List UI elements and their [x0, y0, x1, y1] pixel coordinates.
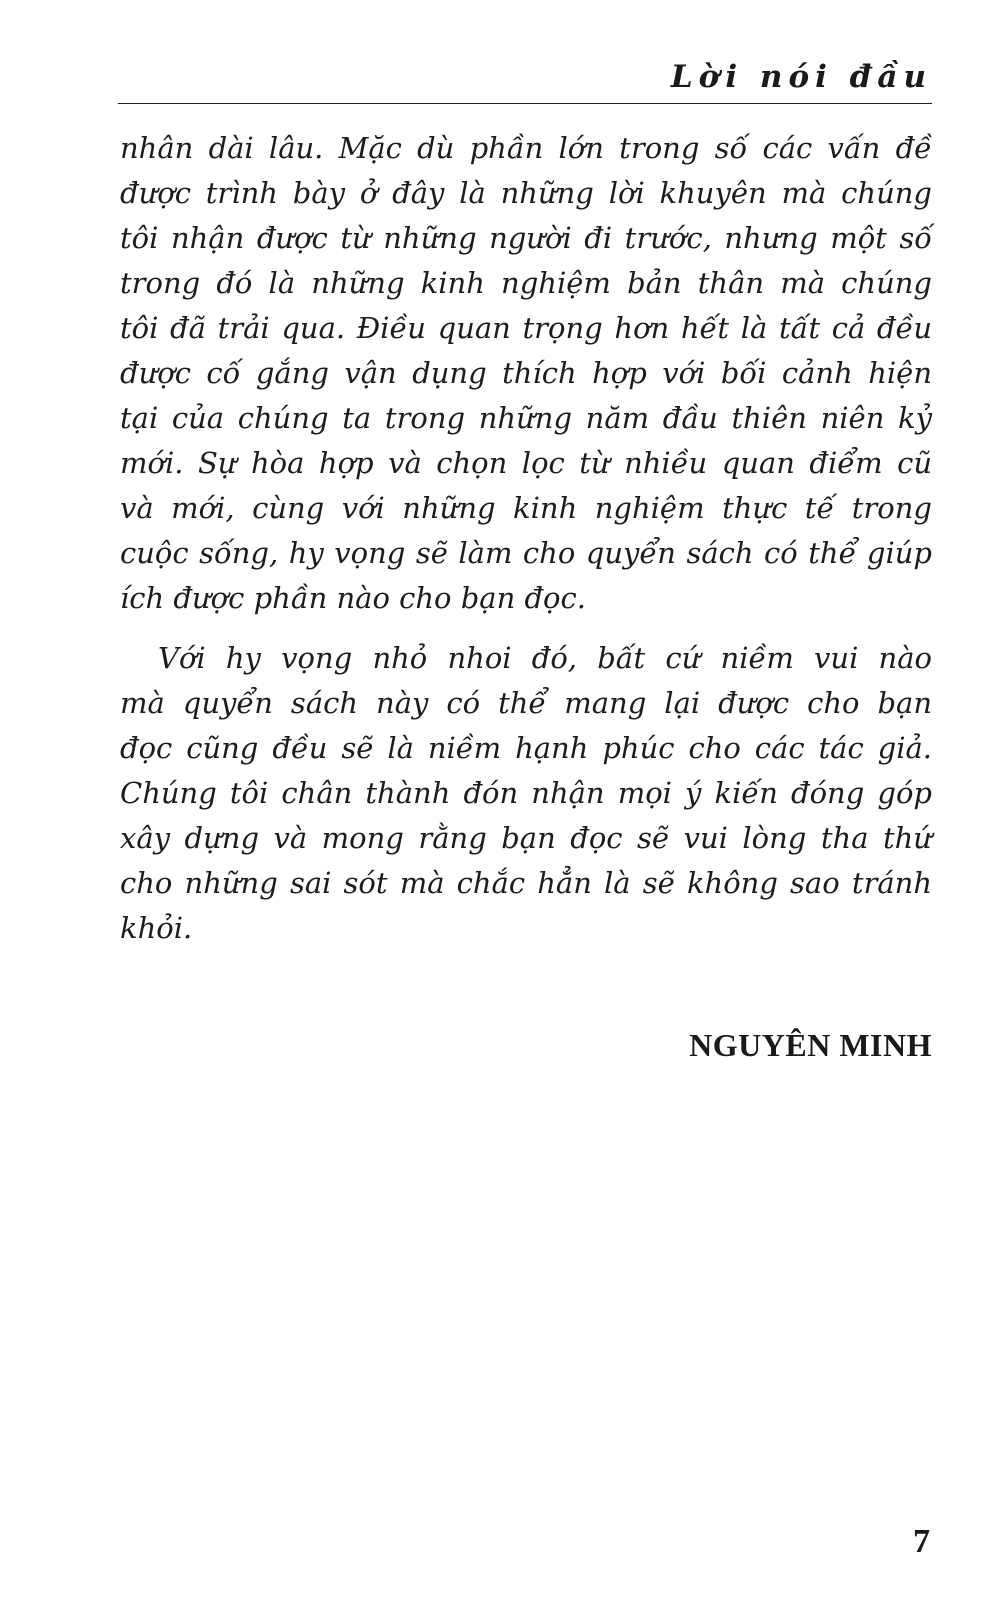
- running-header-title: Lời nói đầu: [670, 59, 932, 95]
- paragraph-spacer: [120, 621, 932, 636]
- text-line: và mới, cùng với những kinh nghiệm thực tế trong: [120, 491, 932, 525]
- text-line: đọc cũng đều sẽ là niềm hạnh phúc cho các tác giả.: [120, 731, 932, 765]
- paragraph-1: [120, 126, 932, 621]
- text-line: ích được phần nào cho bạn đọc.: [120, 581, 586, 615]
- page-number: 7: [913, 1523, 930, 1560]
- text-line: mà quyển sách này có thể mang lại được cho bạn: [120, 686, 932, 720]
- text-line: mới. Sự hòa hợp và chọn lọc từ nhiều quan điểm cũ: [120, 446, 932, 480]
- text-line: cuộc sống, hy vọng sẽ làm cho quyển sách có thể giúp: [120, 536, 932, 570]
- text-line: được trình bày ở đây là những lời khuyên mà chúng: [120, 176, 932, 210]
- text-line: Chúng tôi chân thành đón nhận mọi ý kiến đóng góp: [120, 776, 932, 810]
- text-line: Với hy vọng nhỏ nhoi đó, bất cứ niềm vui nào: [158, 641, 932, 675]
- body-text: [120, 126, 932, 951]
- text-line: khỏi.: [120, 911, 193, 945]
- paragraph-2: [120, 636, 932, 951]
- text-line: tại của chúng ta trong những năm đầu thiên niên kỷ: [120, 401, 932, 435]
- text-line: được cố gắng vận dụng thích hợp với bối cảnh hiện: [120, 356, 932, 390]
- text-line: tôi nhận được từ những người đi trước, nhưng một số: [120, 221, 932, 255]
- text-line: nhân dài lâu. Mặc dù phần lớn trong số các vấn đề: [120, 131, 932, 165]
- text-line: trong đó là những kinh nghiệm bản thân mà chúng: [120, 266, 932, 300]
- text-line: xây dựng và mong rằng bạn đọc sẽ vui lòng tha thứ: [120, 821, 932, 855]
- text-line: tôi đã trải qua. Điều quan trọng hơn hết là tất cả đều: [120, 311, 932, 345]
- header-divider: [118, 103, 932, 104]
- author-signature: NGUYÊN MINH: [689, 1027, 932, 1063]
- text-line: cho những sai sót mà chắc hẳn là sẽ không sao tránh: [120, 866, 932, 900]
